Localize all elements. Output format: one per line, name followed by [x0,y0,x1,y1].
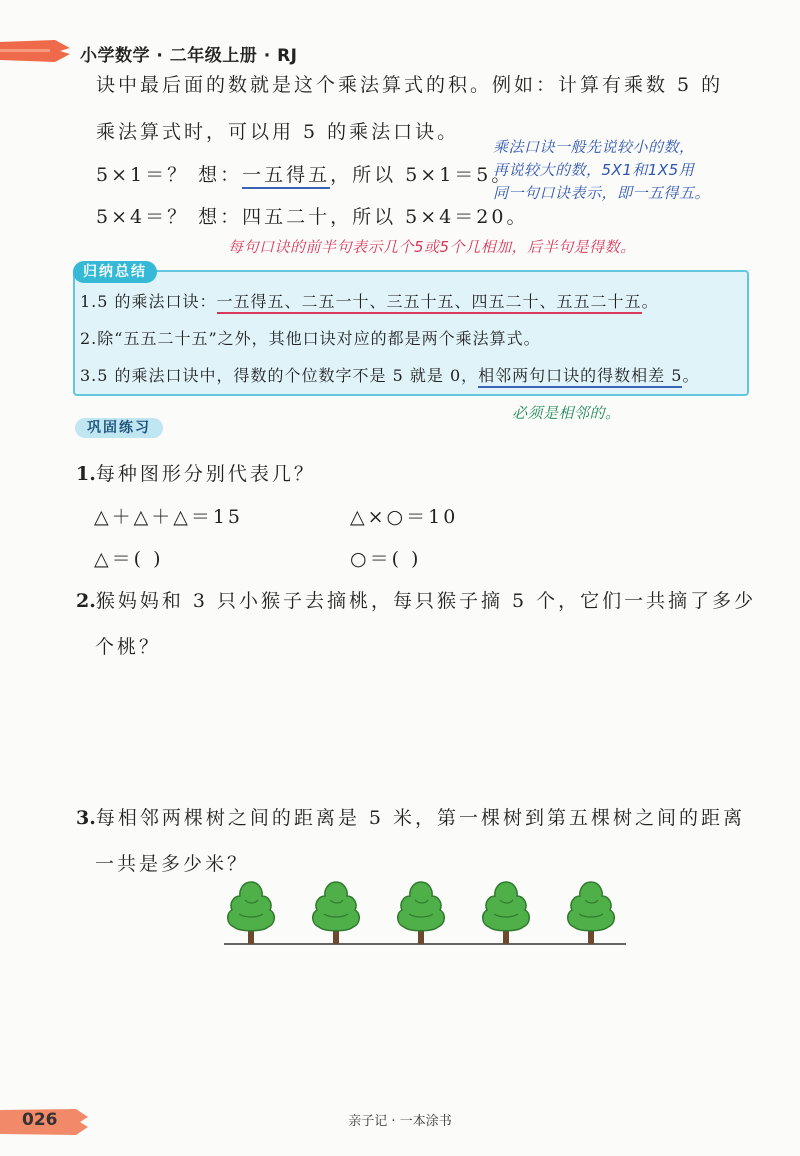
note-green: 必须是相邻的。 [512,404,621,422]
q1-answer-circle[interactable]: ○＝( ) [350,548,422,570]
summary-item-3-underlined: 相邻两句口诀的得数相差 5 [478,366,682,388]
intro-line-2: 乘法算式时，可以用 5 的乘法口诀。 [96,121,460,143]
question-1-number: 1. [76,463,96,485]
note-blue-line-1: 乘法口诀一般先说较小的数， [493,138,695,156]
tree-icon [313,882,360,944]
question-2-line-2: 个桃？ [95,636,162,658]
practice-tag: 巩固练习 [75,418,163,438]
question-3-number: 3. [76,807,96,829]
question-1-text: 每种图形分别代表几？ [95,463,316,485]
question-2-line-1: 猴妈妈和 3 只小猴子去摘桃，每只猴子摘 5 个，它们一共摘了多少 [95,590,757,612]
tree-icon [568,882,615,944]
question-3-line-2: 一共是多少米？ [95,853,250,875]
note-blue-line-2: 再说较大的数，5X1和1X5用 [493,161,695,179]
tree-icon [228,882,275,944]
summary-item-1-pre: 1.5 的乘法口诀： [80,292,217,311]
note-blue [493,136,710,205]
summary-item-1-post: 。 [641,292,659,311]
summary-item-3 [80,363,699,386]
summary-item-2: 2.除“五五二十五”之外，其他口诀对应的都是两个乘法算式。 [80,329,541,348]
example-1-post: ，所以 5×1＝5。 [330,164,514,186]
summary-tag: 归纳总结 [73,261,157,283]
q1-answer-triangle[interactable]: △＝( ) [94,548,164,570]
note-blue-line-3: 同一句口诀表示，即一五得五。 [493,184,711,202]
header-title: 小学数学 · 二年级上册 · RJ [80,46,298,66]
intro-line-1: 诀中最后面的数就是这个乘法算式的积。例如：计算有乘数 5 的 [96,74,724,96]
summary-item-3-pre: 3.5 的乘法口诀中，得数的个位数字不是 5 就是 0， [80,366,479,385]
page-number: 026 [22,1110,58,1130]
example-1-underlined: 一五得五 [242,164,330,189]
tree-icon [483,882,530,944]
example-2: 5×4＝？ 想：四五二十，所以 5×4＝20。 [96,206,529,228]
question-3 [76,803,745,830]
question-2 [76,586,756,613]
question-1 [76,459,316,486]
summary-item-3-post: 。 [682,366,700,385]
trees-illustration [220,880,630,952]
note-red: 每句口诀的前半句表示几个5或5个几相加，后半句是得数。 [228,238,636,256]
question-3-line-1: 每相邻两棵树之间的距离是 5 米，第一棵树到第五棵树之间的距离 [95,807,746,829]
example-1-pre: 5×1＝？ 想： [96,164,243,186]
summary-item-1 [80,289,659,312]
header-stripe [0,40,70,62]
footer-brand: 亲子记 · 一本涂书 [348,1114,452,1129]
q1-equation-1: △＋△＋△＝15 [94,506,244,528]
question-2-number: 2. [76,590,96,612]
summary-item-1-underlined: 一五得五、二五一十、三五十五、四五二十、五五二十五 [217,292,642,314]
tree-icon [398,882,445,944]
q1-equation-2: △×○＝10 [350,506,459,528]
example-1 [96,160,513,187]
